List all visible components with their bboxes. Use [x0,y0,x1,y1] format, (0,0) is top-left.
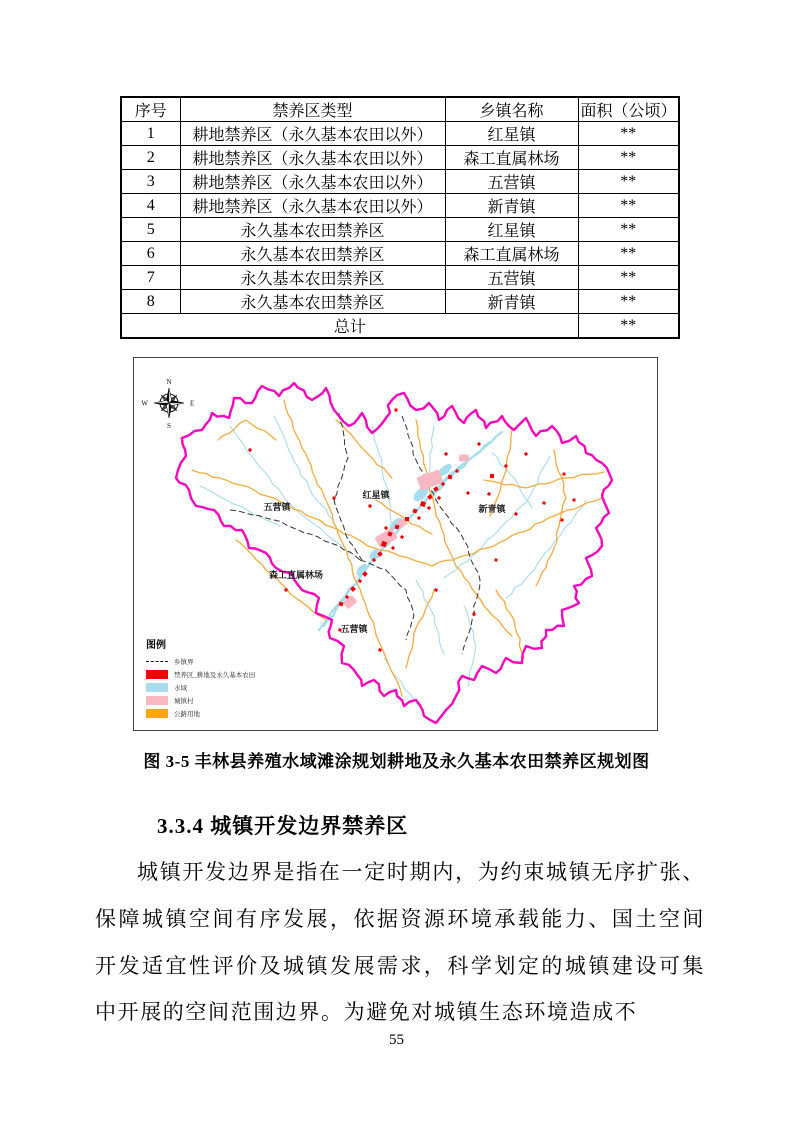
compass-rose-icon [134,366,204,436]
total-label-cell: 总计 [121,314,578,339]
table-row: 6 永久基本农田禁养区 森工直属林场 ** [121,242,679,266]
table-row: 1 耕地禁养区（永久基本农田以外） 红星镇 ** [121,122,679,146]
table-row: 5 永久基本农田禁养区 红星镇 ** [121,218,679,242]
map-place-label: 红星镇 [362,490,390,500]
legend-item-road-land: 公路用地 [146,707,306,720]
legend-item-prohibited-zone: 禁养区_耕地及永久基本农田 [146,668,306,681]
compass-w-label: W [141,399,148,408]
legend-title: 图例 [146,640,166,651]
dashed-line-swatch [146,661,168,662]
page-number: 55 [389,1032,404,1048]
compass-s-label: S [167,422,171,430]
red-swatch [146,670,168,679]
header-cell-type: 禁养区类型 [180,97,445,122]
header-cell-town: 乡镇名称 [445,97,578,122]
figure-caption: 图 3-5 丰林县养殖水域滩涂规划耕地及永久基本农田禁养区规划图 [143,752,650,771]
blue-swatch [146,683,168,692]
legend-item-town-village: 城镇村 [146,694,306,707]
table-row: 2 耕地禁养区（永久基本农田以外） 森工直属林场 ** [121,146,679,170]
planning-map [133,357,658,731]
table-row: 4 耕地禁养区（永久基本农田以外） 新青镇 ** [121,194,679,218]
table-total-row [121,314,679,339]
compass-e-label: E [190,399,195,408]
table-row: 3 耕地禁养区（永久基本农田以外） 五营镇 ** [121,170,679,194]
map-legend [146,636,306,720]
map-place-label: 五营镇 [263,502,291,512]
table-header-row [121,97,679,122]
table-row: 8 永久基本农田禁养区 新青镇 ** [121,290,679,314]
map-place-label: 森工直属林场 [268,570,324,580]
section-heading: 3.3.4 城镇开发边界禁养区 [157,814,409,838]
legend-item-township-boundary: 乡镇界 [146,655,306,668]
compass-n-label: N [166,378,172,386]
total-value-cell: ** [578,314,679,339]
prohibition-zone-table [120,96,680,339]
legend-item-water: 水域 [146,681,306,694]
body-paragraph: 城镇开发边界是指在一定时期内，为约束城镇无序扩张、保障城镇空间有序发展，依据资源环境承载能力、国土空间开发适宜性评价及城镇发展需求，科学划定的城镇建设可集中开展的空间范围边界。为避免对城镇生态环境造成不 [95,860,705,1025]
pink-swatch [146,696,168,705]
header-cell-no: 序号 [121,97,180,122]
table-row: 7 永久基本农田禁养区 五营镇 ** [121,266,679,290]
map-place-label: 五营镇 [340,624,368,634]
orange-swatch [146,709,168,718]
map-place-label: 新青镇 [478,504,506,514]
header-cell-area: 面积（公顷） [578,97,679,122]
